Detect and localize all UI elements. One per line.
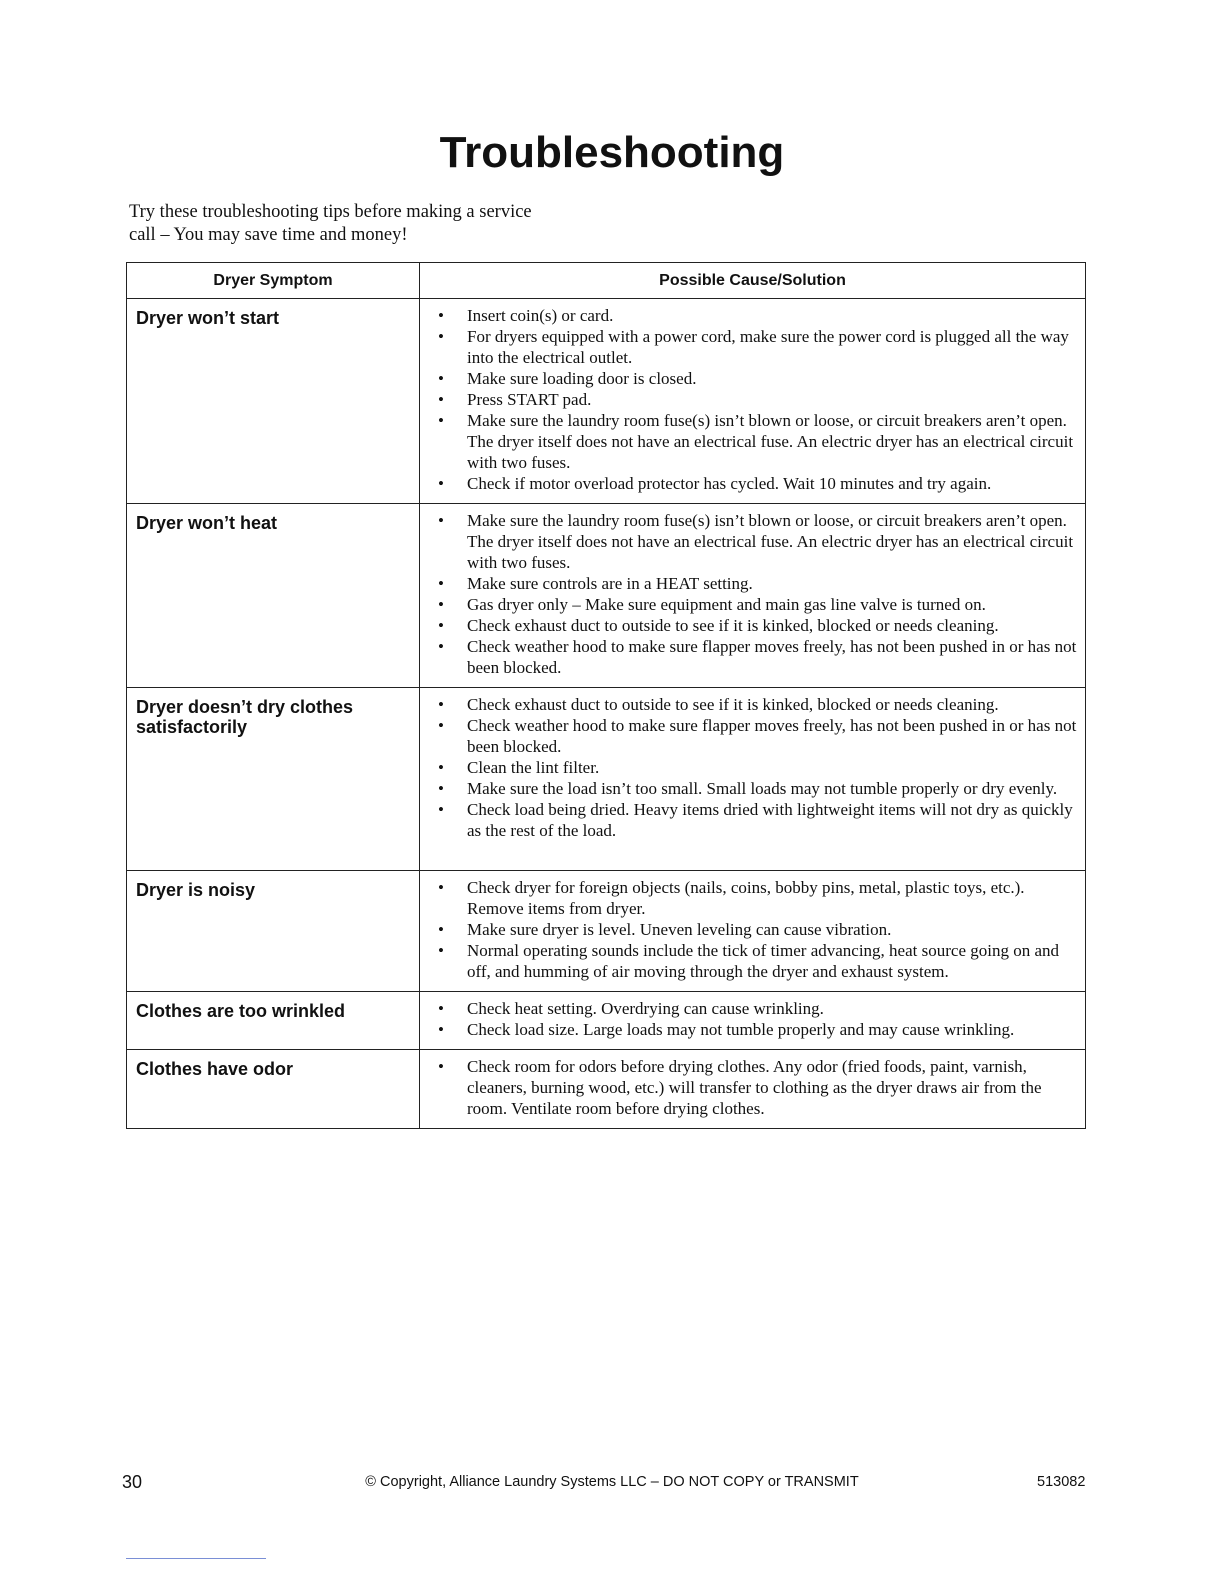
solution-item: • Check load size. Large loads may not tumble properly and may cause wrinkling. [420, 1019, 1079, 1040]
solution-item: • Press START pad. [420, 389, 1079, 410]
solution-list [420, 305, 1079, 494]
solution-item: • Make sure loading door is closed. [420, 368, 1079, 389]
solution-item: • Check exhaust duct to outside to see if it is kinked, blocked or needs cleaning. [420, 694, 1079, 715]
solution-item: • Clean the lint filter. [420, 757, 1079, 778]
solution-item: • Make sure dryer is level. Uneven leveling can cause vibration. [420, 919, 1079, 940]
table-row [127, 299, 1086, 504]
table-row [127, 871, 1086, 992]
document-number: 513082 [1037, 1474, 1086, 1490]
intro-text [129, 201, 609, 247]
symptom-cell: Dryer won’t start [127, 299, 420, 504]
solution-list [420, 694, 1079, 841]
solution-cell [420, 1050, 1086, 1129]
intro-line-1: Try these troubleshooting tips before making a service [129, 202, 532, 222]
solution-item: • Check weather hood to make sure flapper moves freely, has not been pushed in or has not been blocked. [420, 636, 1079, 678]
solution-item: • Normal operating sounds include the tick of timer advancing, heat source going on and off, and humming of air moving through the dryer and exhaust system. [420, 940, 1079, 982]
solution-cell [420, 688, 1086, 871]
troubleshooting-table [126, 262, 1086, 1129]
solution-cell [420, 504, 1086, 688]
page-number: 30 [122, 1472, 143, 1492]
solution-item: • Check room for odors before drying clothes. Any odor (fried foods, paint, varnish, cleaners, burning wood, etc.) will transfer to clothing as the dryer draws air from the room. Ventilate room before drying clothes. [420, 1056, 1079, 1119]
solution-item: • Gas dryer only – Make sure equipment and main gas line valve is turned on. [420, 594, 1079, 615]
solution-item: • For dryers equipped with a power cord, make sure the power cord is plugged all the way into the electrical outlet. [420, 326, 1079, 368]
solution-list [420, 510, 1079, 678]
solution-item: • Check weather hood to make sure flapper moves freely, has not been pushed in or has not been blocked. [420, 715, 1079, 757]
solution-item: • Make sure the load isn’t too small. Small loads may not tumble properly or dry evenly. [420, 778, 1079, 799]
table-row [127, 504, 1086, 688]
header-solution: Possible Cause/Solution [420, 263, 1086, 299]
solution-item: • Check load being dried. Heavy items dried with lightweight items will not dry as quickly as the rest of the load. [420, 799, 1079, 841]
symptom-cell: Dryer doesn’t dry clothes satisfactorily [127, 688, 420, 871]
solution-item: • Insert coin(s) or card. [420, 305, 1079, 326]
symptom-cell: Dryer won’t heat [127, 504, 420, 688]
symptom-cell: Clothes have odor [127, 1050, 420, 1129]
table-row [127, 1050, 1086, 1129]
solution-cell [420, 992, 1086, 1050]
solution-item: • Check if motor overload protector has cycled. Wait 10 minutes and try again. [420, 473, 1079, 494]
intro-line-2: call – You may save time and money! [129, 225, 408, 245]
table-row [127, 992, 1086, 1050]
solution-item: • Check dryer for foreign objects (nails, coins, bobby pins, metal, plastic toys, etc.). Remove items from dryer. [420, 877, 1079, 919]
table-row [127, 688, 1086, 871]
solution-list [420, 877, 1079, 982]
table-header-row [127, 263, 1086, 299]
solution-item: • Check heat setting. Overdrying can cause wrinkling. [420, 998, 1079, 1019]
symptom-cell: Clothes are too wrinkled [127, 992, 420, 1050]
solution-item: • Make sure the laundry room fuse(s) isn’t blown or loose, or circuit breakers aren’t open. The dryer itself does not have an electrical fuse. An electric dryer has an electrical circuit with two fuses. [420, 410, 1079, 473]
footer-divider [126, 1558, 266, 1559]
symptom-cell: Dryer is noisy [127, 871, 420, 992]
solution-cell [420, 299, 1086, 504]
copyright-notice: © Copyright, Alliance Laundry Systems LLC – DO NOT COPY or TRANSMIT [365, 1474, 859, 1490]
solution-list [420, 998, 1079, 1040]
solution-item: • Make sure controls are in a HEAT setting. [420, 573, 1079, 594]
header-symptom: Dryer Symptom [127, 263, 420, 299]
solution-cell [420, 871, 1086, 992]
solution-list [420, 1056, 1079, 1119]
page-title: Troubleshooting [439, 128, 785, 177]
solution-item: • Make sure the laundry room fuse(s) isn’t blown or loose, or circuit breakers aren’t open. The dryer itself does not have an electrical fuse. An electric dryer has an electrical circuit with two fuses. [420, 510, 1079, 573]
solution-item: • Check exhaust duct to outside to see if it is kinked, blocked or needs cleaning. [420, 615, 1079, 636]
